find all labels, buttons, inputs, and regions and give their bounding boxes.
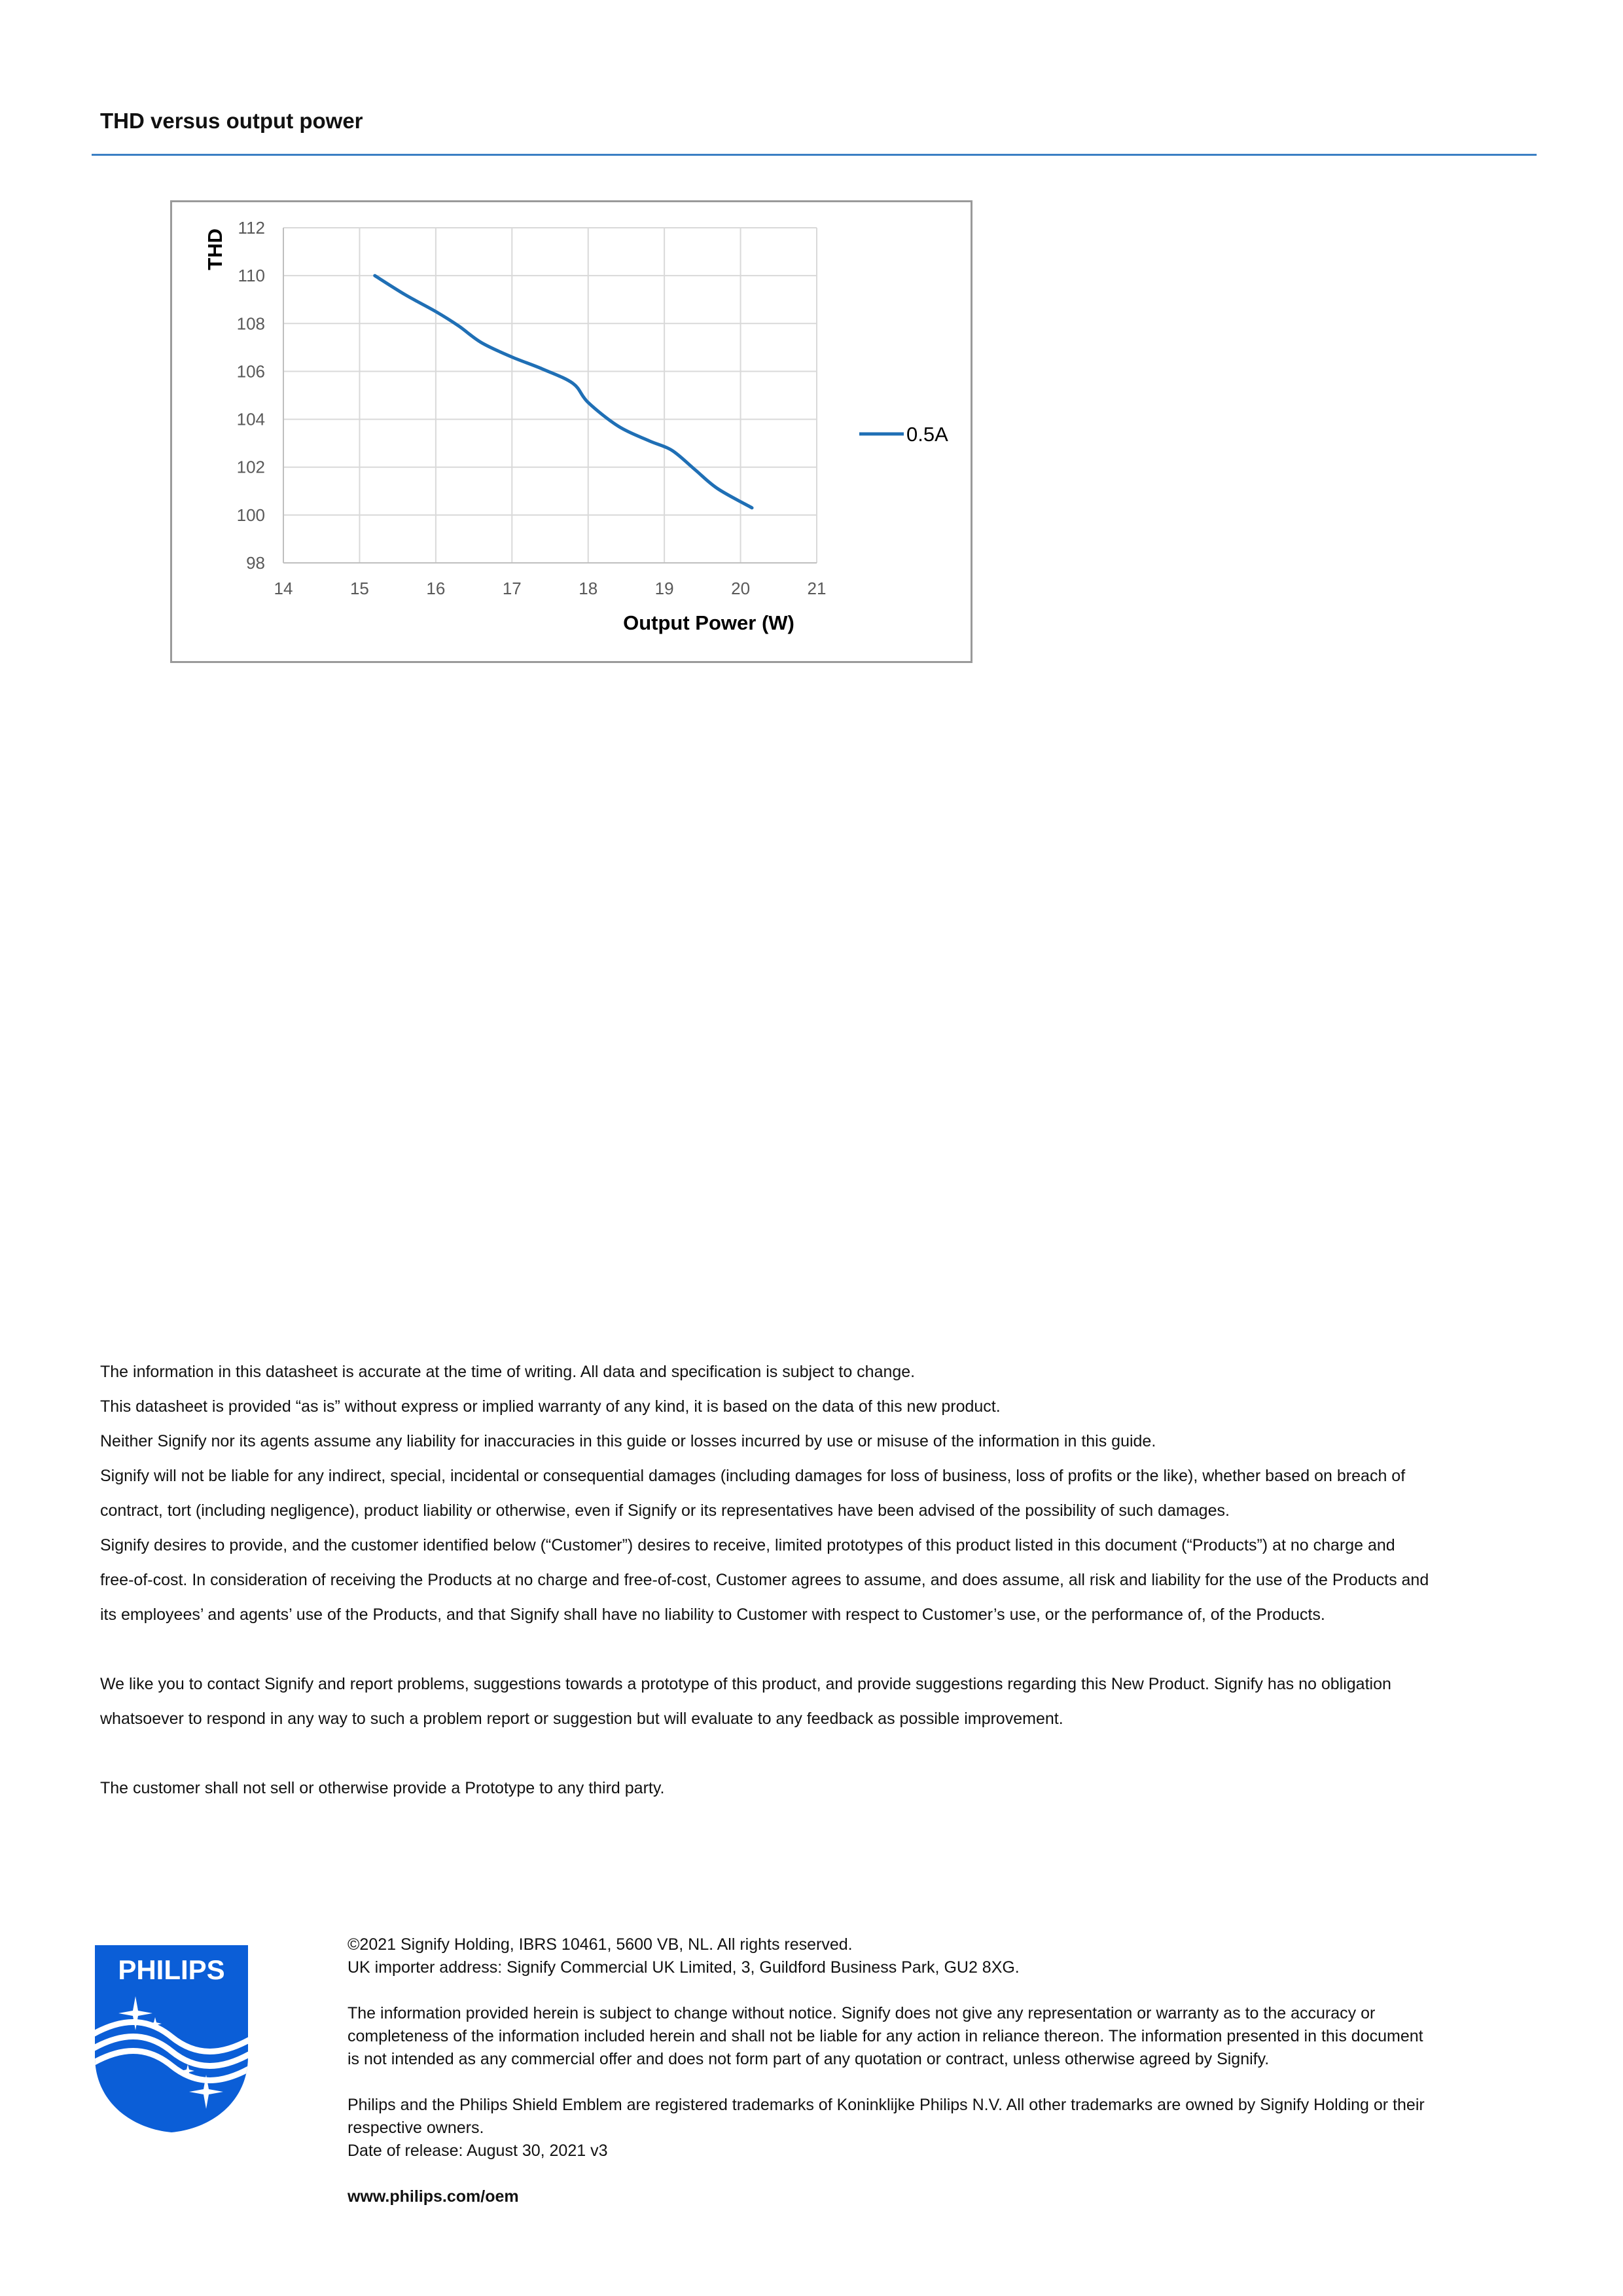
x-tick-label: 20	[731, 579, 751, 598]
release-date: Date of release: August 30, 2021 v3	[348, 2142, 608, 2160]
y-tick-label: 112	[238, 218, 265, 238]
trademark-text: respective owners.	[348, 2119, 484, 2137]
disclaimer-text: Signify desires to provide, and the customer identified below (“Customer”) desires to receive, limited prototypes of this product listed in this document (“Products”) at no charge and	[100, 1536, 1395, 1554]
disclaimer-text: free-of-cost. In consideration of receiving the Products at no charge and free-of-cost, Customer agrees to assume, and does assume, all risk and liability for the use of the Products and	[100, 1571, 1429, 1589]
philips-shield-logo	[95, 1945, 248, 2132]
x-tick-label: 21	[807, 579, 827, 598]
series-line-0-5a	[375, 276, 752, 508]
chart-axes	[283, 228, 817, 563]
x-axis-label: Output Power (W)	[623, 611, 794, 634]
philips-shield-icon	[95, 1945, 248, 2132]
philips-wordmark: PHILIPS	[118, 1954, 225, 1985]
y-tick-label: 102	[236, 457, 265, 477]
chart-series	[375, 276, 752, 508]
x-tick-label: 14	[274, 579, 293, 598]
y-tick-label: 110	[238, 266, 265, 286]
resale-text: The customer shall not sell or otherwise provide a Prototype to any third party.	[100, 1779, 665, 1797]
x-tick-label: 18	[579, 579, 598, 598]
x-tick-label: 19	[654, 579, 674, 598]
disclaimer-text: This datasheet is provided “as is” without express or implied warranty of any kind, it is based on the data of this new product.	[100, 1397, 1001, 1416]
section-divider	[92, 154, 1537, 156]
y-tick-label: 108	[236, 314, 265, 334]
feedback-text: whatsoever to respond in any way to such a problem report or suggestion but will evaluate to any feedback as possible improvement.	[100, 1710, 1063, 1728]
notice-text: The information provided herein is subject to change without notice. Signify does not give any representation or warranty as to the accuracy or	[348, 2004, 1376, 2022]
paragraph-spacer	[100, 1736, 1540, 1771]
disclaimer-text: Signify will not be liable for any indirect, special, incidental or consequential damages (including damages for loss of business, loss of profits or the like), whether based on breach of	[100, 1467, 1406, 1485]
importer-address: UK importer address: Signify Commercial UK Limited, 3, Guildford Business Park, GU2 8XG.	[348, 1958, 1020, 1977]
disclaimer-text: The information in this datasheet is accurate at the time of writing. All data and specification is subject to change.	[100, 1363, 916, 1381]
disclaimer-text: Neither Signify nor its agents assume any liability for inaccuracies in this guide or losses incurred by use or misuse of the information in this guide.	[100, 1432, 1156, 1450]
y-tick-label: 104	[236, 409, 265, 429]
chart-axis-labels	[204, 228, 794, 634]
x-tick-label: 17	[502, 579, 522, 598]
chart-canvas	[172, 202, 971, 661]
footer-block	[348, 1933, 1539, 2208]
chart-legend	[859, 423, 948, 446]
x-tick-label: 16	[426, 579, 446, 598]
disclaimer-text: contract, tort (including negligence), product liability or otherwise, even if Signify or its representatives have been advised of the possibility of such damages.	[100, 1501, 1230, 1520]
legend-label: 0.5A	[906, 423, 948, 446]
notice-text: is not intended as any commercial offer and does not form part of any quotation or contract, unless otherwise agreed by Signify.	[348, 2050, 1270, 2068]
website-link[interactable]: www.philips.com/oem	[348, 2187, 519, 2206]
copyright-text: ©2021 Signify Holding, IBRS 10461, 5600 VB, NL. All rights reserved.	[348, 1935, 853, 1954]
y-axis-label: THD	[204, 228, 226, 270]
paragraph-spacer	[100, 1632, 1540, 1667]
x-tick-label: 15	[349, 579, 369, 598]
paragraph-spacer	[348, 1979, 1539, 2002]
y-tick-label: 98	[246, 553, 265, 573]
paragraph-spacer	[348, 2162, 1539, 2185]
feedback-text: We like you to contact Signify and report problems, suggestions towards a prototype of this product, and provide suggestions regarding this New Product. Signify has no obligation	[100, 1675, 1391, 1693]
paragraph-spacer	[348, 2071, 1539, 2094]
trademark-text: Philips and the Philips Shield Emblem are registered trademarks of Koninklijke Philips N.V. All other trademarks are owned by Signify Holding or their	[348, 2096, 1425, 2114]
disclaimer-text: its employees’ and agents’ use of the Products, and that Signify shall have no liability to Customer with respect to Customer’s use, or the performance of, of the Products.	[100, 1605, 1325, 1624]
y-tick-label: 106	[236, 361, 265, 382]
disclaimer-block	[100, 1355, 1540, 1806]
section-title: THD versus output power	[100, 109, 363, 133]
thd-chart	[170, 200, 972, 663]
notice-text: completeness of the information included herein and shall not be liable for any action in reliance thereon. The information presented in this document	[348, 2027, 1423, 2045]
y-tick-label: 100	[236, 505, 265, 525]
chart-grid	[283, 228, 817, 563]
